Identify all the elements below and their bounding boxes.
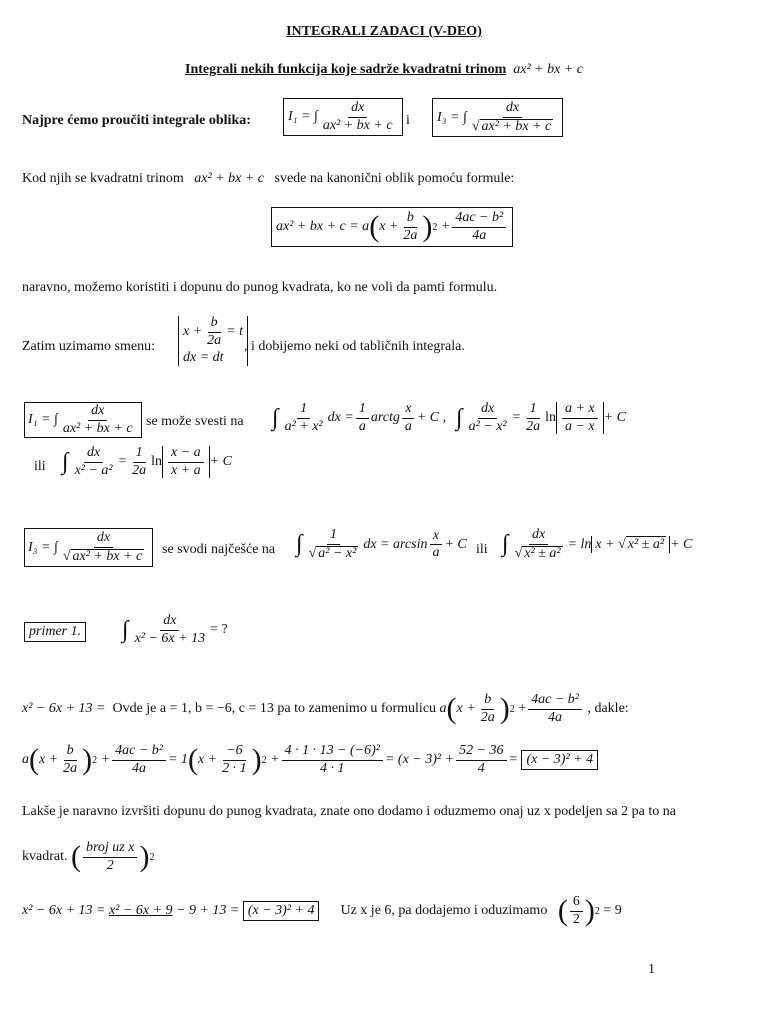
i1-ili: ili	[34, 459, 46, 474]
i1-t1-c-num: 1	[356, 402, 369, 419]
formula-i1-den: ax² + bx + c	[322, 117, 393, 133]
i3-t2-abs-sqrt: x² ± a²	[627, 537, 665, 553]
i1-reduce-den: ax² + bx + c	[62, 420, 133, 436]
step2-m-num: −6	[223, 744, 245, 761]
step2-f2	[112, 744, 166, 776]
step1-frac2-num: 4ac − b²	[528, 693, 582, 710]
step2-eq2: = (x − 3)² +	[384, 752, 455, 767]
intro-and: i	[406, 113, 410, 128]
final-end: = 9	[603, 903, 622, 918]
i1-reduce-text: se može svesti na	[146, 414, 244, 429]
step2-f2-den: 4a	[132, 760, 147, 776]
subtitle	[0, 62, 768, 78]
canonical-frac2-num: 4ac − b²	[452, 211, 506, 228]
i3-t1-end: + C	[444, 536, 467, 552]
step1-inner: x +	[456, 701, 476, 716]
step1-frac2-den: 4a	[548, 709, 563, 725]
substitution-prefix: Zatim uzimamo smenu:	[22, 339, 155, 354]
i1-table-1: ∫ $\frac{1}{\text{a² + x²}}$ dx = $\frac{1}{a}$ arctg $\frac{x}{a}$ + C ,	[272, 401, 447, 434]
formula-i1-num: dx	[348, 101, 367, 118]
final-rest: − 9 + 13 =	[176, 903, 240, 918]
i3-reduce-lhs: I₃ = ∫	[28, 539, 58, 555]
final-frac	[570, 895, 583, 927]
i3-reduce-num: dx	[94, 531, 113, 548]
i3-reduce-den: √ ax² + bx + c	[62, 548, 143, 564]
canonical-sentence	[22, 171, 514, 187]
final-frac-num: 6	[570, 895, 583, 912]
i1-t2-c-den: 2a	[526, 418, 541, 434]
step2-b-den: 2a	[63, 760, 78, 776]
final-text: Uz x je 6, pa dodajemo i oduzimamo	[340, 903, 548, 918]
i1-t3-abs	[162, 446, 210, 478]
canonical-prefix: Kod njih se kvadratni trinom	[22, 171, 184, 186]
substitution-block	[178, 316, 248, 366]
example-den: x² − 6x + 13	[134, 630, 206, 646]
i1-t1-x-frac	[402, 402, 415, 434]
canonical-frac2-den: 4a	[472, 227, 487, 243]
step2-line: a ( x + $\frac{b}{2a}$ ) 2 + $\frac{\text{4ac − b²}}{4a}$ = 1 ( x + $\frac{-6}{2 \cdot 1}$ ) 2 + $\frac{\text{4 · 1 · 13 − (−6)²}}{4 \cdot 1}$ = (x − 3)² + $\frac{52 - 36}{4}$ = (x − 3)² + 4	[22, 743, 598, 777]
substitution-line1	[183, 316, 243, 348]
step2-b-frac	[60, 744, 80, 776]
step2-eq1: = 1	[167, 752, 188, 767]
i3-table-2: ∫ $\frac{dx}{\text{√ x² ± a²}}$ = ln x + √ x² ± a² + C	[502, 527, 693, 561]
step2-f4	[456, 744, 506, 776]
i3-t1-den: √ a² − x²	[308, 545, 357, 561]
i1-t2-c-num: 1	[527, 402, 540, 419]
i3-t1-frac	[306, 528, 362, 561]
substitution-frac-num: b	[208, 316, 221, 333]
canonical-inner: x +	[379, 219, 399, 234]
example-frac	[132, 614, 209, 646]
substitution-line1-right: = t	[226, 324, 244, 340]
i3-t1-sqrt: a² − x²	[318, 545, 357, 561]
kvadrat-frac	[83, 841, 137, 873]
i1-t1-c-den: a	[358, 418, 366, 434]
step2-f3-den: 4 · 1	[320, 760, 345, 776]
i3-table-1: ∫ $\frac{1}{\text{√ a² − x²}}$ dx = arcsin $\frac{x}{a}$ + C	[296, 527, 467, 561]
i3-ili: ili	[476, 542, 488, 557]
i3-t2-sqrt: x² ± a²	[524, 545, 561, 561]
step2-m-frac	[219, 744, 250, 776]
i3-reduce-text: se svodi najčešće na	[162, 542, 276, 557]
step2-f4-den: 4	[477, 760, 485, 776]
step2-inner2: x +	[197, 752, 218, 767]
step2-f4-num: 52 − 36	[456, 744, 506, 761]
step1-frac2	[528, 693, 582, 725]
formula-i3-lhs: I₃ = ∫	[437, 109, 467, 125]
formula-i3-sqrt: ax² + bx + c	[481, 118, 552, 134]
substitution-line2: dx = dt	[183, 350, 224, 366]
step1-lead: x² − 6x + 13 =	[22, 701, 106, 716]
easier-text: Lakše je naravno izvršiti dopunu do punog kvadrata, znate ono dodamo i oduzmemo onaj uz x podeljen sa 2 pa to na	[22, 804, 676, 819]
canonical-frac2	[452, 211, 506, 243]
canonical-b-den: 2a	[403, 227, 418, 243]
i1-t3-c-frac	[129, 446, 149, 478]
i1-t2-ln: ln	[545, 410, 556, 426]
i1-t3-abs-den: x + a	[170, 462, 201, 478]
i1-t3-den: x² − a²	[74, 462, 113, 478]
i1-t1-den: a² + x²	[284, 418, 323, 434]
formula-i3-num: dx	[503, 101, 522, 118]
i1-t3-num: dx	[84, 446, 103, 463]
kvadrat-label: kvadrat.	[22, 849, 68, 864]
example-end: = ?	[210, 622, 228, 638]
final-boxed: (x − 3)² + 4	[243, 901, 320, 921]
i3-t2-den: √ x² ± a²	[514, 545, 561, 561]
step2-m-den: 2 · 1	[222, 760, 247, 776]
example-integral: ∫ $\frac{dx}{\text{x² − 6x + 13}}$ = ?	[122, 613, 228, 646]
substitution-suffix: , i dobijemo neki od tabličnih integrala.	[244, 339, 465, 354]
final-lead: x² − 6x + 13 =	[22, 903, 106, 918]
i1-t2-eq: =	[511, 410, 522, 426]
i3-reduce-frac	[60, 531, 147, 564]
i1-t3-end: + C	[209, 454, 232, 470]
canonical-b-frac	[400, 211, 420, 243]
kvadrat-line: kvadrat. ( $\frac{\text{broj uz x}}{2}$ ) 2	[22, 839, 155, 873]
example-label: primer 1.	[24, 622, 86, 642]
completing-square-text: naravno, možemo koristiti i dopunu do punog kvadrata, ko ne voli da pamti formulu.	[22, 280, 498, 295]
i1-t3-eq: =	[117, 454, 128, 470]
formula-i1-lhs: I₁ = ∫	[288, 109, 318, 125]
step1-text: Ovde je a = 1, b = −6, c = 13 pa to zamenimo u formulicu	[112, 701, 437, 716]
kvadrat-den: 2	[106, 857, 114, 873]
i1-table-2: ∫ $\frac{dx}{\text{a² − x²}}$ = $\frac{1}{2a}$ ln $\frac{a + x}{a - x}$ + C	[456, 401, 626, 434]
i1-t2-num: dx	[478, 402, 497, 419]
i1-t3-ln: ln	[151, 454, 162, 470]
i3-reduce-sqrt: ax² + bx + c	[72, 548, 143, 564]
i1-t2-abs	[556, 402, 604, 434]
formula-i1-frac	[320, 101, 396, 133]
i1-t2-c-frac	[523, 402, 543, 434]
i1-t2-end: + C	[603, 410, 626, 426]
final-frac-den: 2	[572, 911, 580, 927]
page-number: 1	[648, 962, 655, 977]
i1-t2-abs-num: a + x	[562, 402, 598, 419]
canonical-lhs: ax² + bx + c = a	[276, 219, 370, 234]
i1-t1-x-den: a	[404, 418, 412, 434]
canonical-formula-box: ax² + bx + c = a ( x + $\frac{b}{2a}$ ) 2 + $\frac{\text{4ac − b²}}{4a}$	[271, 207, 513, 247]
substitution-line1-left: x +	[183, 324, 203, 340]
i3-t2-num: dx	[529, 528, 548, 545]
i3-t2-abs: x + √ x² ± a²	[591, 536, 670, 553]
i1-t1-end: + C ,	[416, 410, 447, 426]
subtitle-text: Integrali nekih funkcija koje sadrže kvadratni trinom	[185, 62, 507, 77]
i1-reduce-lhs: I₁ = ∫	[28, 412, 58, 428]
i3-t1-mid: dx = arcsin	[363, 536, 428, 552]
i1-t3-c-num: 1	[133, 446, 146, 463]
step1-line: x² − 6x + 13 = Ovde je a = 1, b = −6, c = 13 pa to zamenimo u formulicu a ( x + $\frac{b}{2a}$ ) 2 + $\frac{\text{4ac − b²}}{4a}$ , dakle:	[22, 691, 629, 725]
i3-t1-num: 1	[327, 528, 340, 545]
i3-t1-x-frac	[429, 529, 442, 561]
example-num: dx	[160, 614, 179, 631]
canonical-trinom: ax² + bx + c	[194, 171, 264, 186]
i1-t2-frac	[466, 402, 510, 434]
i1-t1-frac	[282, 402, 326, 434]
i1-t3-frac	[72, 446, 116, 478]
substitution-frac-den: 2a	[207, 332, 222, 348]
i1-t1-num: 1	[297, 402, 310, 419]
i1-t3-c-den: 2a	[132, 462, 147, 478]
step2-f3-num: 4 · 1 · 13 − (−6)²	[282, 744, 383, 761]
step1-a: a	[439, 701, 447, 716]
step2-f3	[282, 744, 383, 776]
i3-reduce-box	[24, 528, 153, 567]
intro-label: Najpre ćemo proučiti integrale oblika:	[22, 113, 251, 128]
page-title: INTEGRALI ZADACI (V-DEO)	[286, 24, 482, 39]
i1-table-3: ∫ $\frac{dx}{\text{x² − a²}}$ = $\frac{1}{2a}$ ln $\frac{x - a}{x + a}$ + C	[62, 445, 232, 478]
i3-t2-frac	[512, 528, 566, 561]
i1-t1-c-frac	[356, 402, 369, 434]
formula-i3-box	[432, 98, 563, 137]
i1-t3-abs-num: x − a	[168, 446, 204, 463]
i1-t1-fn: arctg	[370, 410, 400, 426]
formula-i1-box	[283, 98, 403, 136]
i3-t2-abs-x: x +	[595, 537, 619, 553]
step2-eq3: =	[508, 752, 518, 767]
i1-reduce-frac	[60, 404, 136, 436]
final-underlined: x² − 6x + 9	[108, 903, 173, 918]
i3-t2-end: + C	[670, 536, 693, 552]
step1-b-frac	[478, 693, 498, 725]
i3-t2-eq: = ln	[567, 536, 592, 552]
step1-tail: , dakle:	[587, 701, 629, 716]
i3-t1-x-den: a	[432, 545, 440, 561]
i1-t2-abs-den: a − x	[564, 418, 595, 434]
i1-t2-abs-frac	[562, 402, 598, 434]
formula-i3-den: √ ax² + bx + c	[471, 118, 552, 134]
step2-result: (x − 3)² + 4	[521, 750, 598, 770]
step1-b-den: 2a	[480, 709, 495, 725]
formula-i3-frac	[469, 101, 556, 134]
step2-f2-num: 4ac − b²	[112, 744, 166, 761]
subtitle-formula: ax² + bx + c	[513, 62, 583, 77]
i1-t2-den: a² − x²	[468, 418, 507, 434]
i1-reduce-box	[24, 402, 142, 438]
i1-t3-abs-frac	[168, 446, 204, 478]
i1-t1-x-num: x	[402, 402, 414, 419]
i1-t1-mid: dx =	[327, 410, 354, 426]
step2-a: a	[22, 752, 29, 767]
step2-inner: x +	[39, 752, 59, 767]
kvadrat-num: broj uz x	[83, 841, 137, 858]
final-line: x² − 6x + 13 = x² − 6x + 9 − 9 + 13 = (x − 3)² + 4 Uz x je 6, pa dodajemo i oduzimamo ( $\frac{6}{2}$ ) 2 = 9	[22, 893, 622, 927]
i1-reduce-num: dx	[88, 404, 107, 421]
canonical-suffix: svede na kanonični oblik pomoću formule:	[274, 171, 515, 186]
canonical-b-num: b	[404, 211, 417, 228]
substitution-frac	[204, 316, 224, 348]
step1-b-num: b	[481, 693, 494, 710]
i3-t1-x-num: x	[430, 529, 442, 546]
step2-b-num: b	[64, 744, 77, 761]
